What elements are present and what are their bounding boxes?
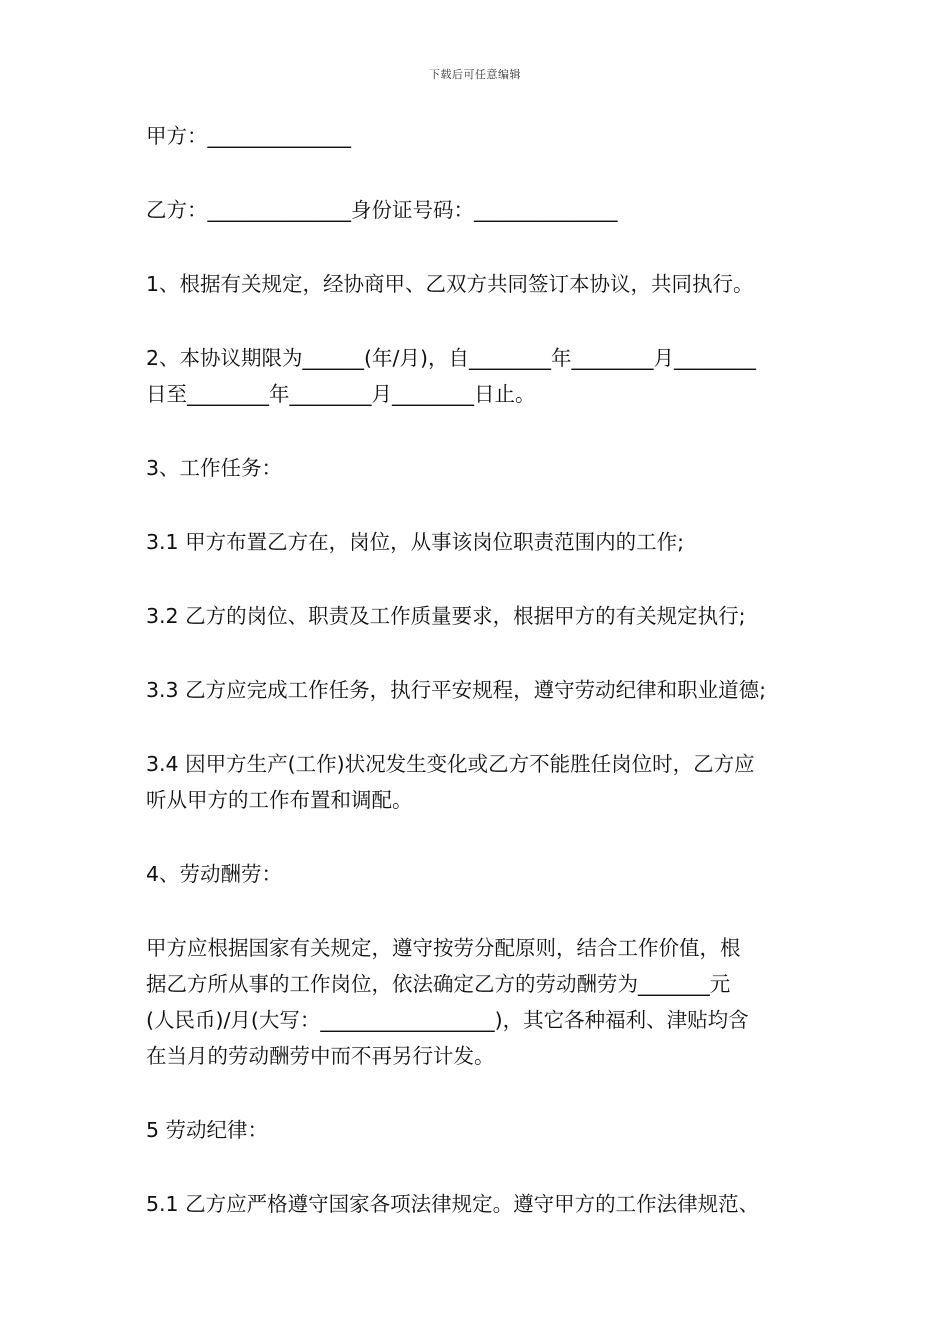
- text-line: (人民币)/月(大写：_________________)，其它各种福利、津贴均含: [146, 1008, 749, 1032]
- party-a-line: [146, 118, 810, 154]
- text-line: 据乙方所从事的工作岗位，依法确定乙方的劳动酬劳为_______元: [146, 972, 731, 996]
- clause-5-1: [146, 1186, 810, 1222]
- clause-3-2: [146, 598, 810, 634]
- clause-3-4: [146, 746, 810, 818]
- clause-1: [146, 266, 810, 302]
- clause-3-1: [146, 524, 810, 560]
- text-line: 甲方应根据国家有关规定，遵守按劳分配原则，结合工作价值，根: [146, 936, 741, 960]
- party-b-line: [146, 192, 810, 228]
- text-line: 甲方：______________: [146, 124, 351, 148]
- clause-4-body: [146, 930, 810, 1074]
- text-line: 4、劳动酬劳：: [146, 862, 283, 886]
- text-line: 听从甲方的工作布置和调配。: [146, 788, 413, 812]
- text-line: 3、工作任务：: [146, 456, 283, 480]
- text-line: 3.4 因甲方生产(工作)状况发生变化或乙方不能胜任岗位时，乙方应: [146, 752, 755, 776]
- clause-3-3: [146, 672, 810, 708]
- text-line: 3.3 乙方应完成工作任务，执行平安规程，遵守劳动纪律和职业道德;: [146, 678, 767, 702]
- text-line: 乙方：______________身份证号码：______________: [146, 198, 618, 222]
- text-line: 1、根据有关规定，经协商甲、乙双方共同签订本协议，共同执行。: [146, 272, 754, 296]
- clause-4-heading: [146, 856, 810, 892]
- text-line: 3.2 乙方的岗位、职责及工作质量要求，根据甲方的有关规定执行;: [146, 604, 746, 628]
- text-line: 5.1 乙方应严格遵守国家各项法律规定。遵守甲方的工作法律规范、: [146, 1192, 760, 1216]
- document-body: [146, 118, 810, 1260]
- text-line: 3.1 甲方布置乙方在，岗位，从事该岗位职责范围内的工作;: [146, 530, 685, 554]
- text-line: 日至________年________月________日止。: [146, 382, 536, 406]
- clause-2: [146, 340, 810, 412]
- header-note: 下载后可任意编辑: [429, 68, 521, 81]
- text-line: 在当月的劳动酬劳中而不再另行计发。: [146, 1044, 495, 1068]
- clause-3-heading: [146, 450, 810, 486]
- text-line: 2、本协议期限为______(年/月)，自________年________月________: [146, 346, 756, 370]
- clause-5-heading: [146, 1112, 810, 1148]
- text-line: 5 劳动纪律：: [146, 1118, 269, 1142]
